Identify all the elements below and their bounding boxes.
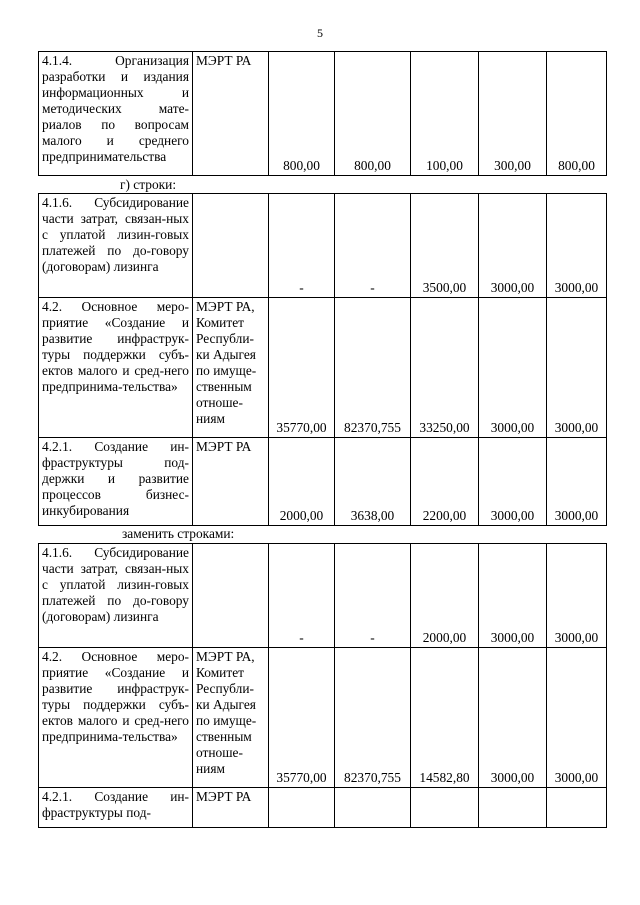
row-value: [269, 788, 335, 828]
row-value: 2200,00: [411, 438, 479, 526]
row-value: 82370,755: [335, 298, 411, 438]
row-value: [335, 788, 411, 828]
row-value: 800,00: [335, 52, 411, 176]
row-value: -: [269, 194, 335, 298]
row-responsible: МЭРТ РА: [193, 438, 269, 526]
row-value: 3000,00: [479, 438, 547, 526]
row-responsible: [193, 544, 269, 648]
row-value: 3000,00: [547, 438, 607, 526]
row-description: 4.2.1. Создание ин-фраструктуры под-: [39, 788, 193, 828]
row-value: 3000,00: [479, 194, 547, 298]
row-value: -: [335, 544, 411, 648]
row-value: 3000,00: [547, 194, 607, 298]
row-value: 33250,00: [411, 298, 479, 438]
page-number: 5: [317, 26, 323, 40]
table-row: [39, 438, 607, 526]
table-block-3: [38, 543, 607, 828]
row-value: 3000,00: [547, 648, 607, 788]
row-value: 14582,80: [411, 648, 479, 788]
row-value: 2000,00: [269, 438, 335, 526]
row-value: [479, 788, 547, 828]
row-responsible: МЭРТ РА, Комитет Республи-ки Адыгея по имуще-ственным отноше-ниям: [193, 648, 269, 788]
row-value: 3500,00: [411, 194, 479, 298]
row-value: 800,00: [269, 52, 335, 176]
row-responsible: МЭРТ РА, Комитет Республи-ки Адыгея по имуще-ственным отноше-ниям: [193, 298, 269, 438]
row-value: -: [335, 194, 411, 298]
row-value: [411, 788, 479, 828]
row-value: 3000,00: [547, 544, 607, 648]
row-value: 35770,00: [269, 298, 335, 438]
row-value: 100,00: [411, 52, 479, 176]
row-value: 3638,00: [335, 438, 411, 526]
row-value: 2000,00: [411, 544, 479, 648]
table-block-2: [38, 193, 607, 526]
table-row: [39, 298, 607, 438]
row-value: 300,00: [479, 52, 547, 176]
row-value: 35770,00: [269, 648, 335, 788]
table-row: [39, 194, 607, 298]
table-row: [39, 648, 607, 788]
section-separator-2: заменить строками:: [122, 526, 235, 541]
row-description: 4.2. Основное меро-приятие «Создание и развитие инфраструк-туры поддержки субъ-ектов малого и сред-него предпринима-тельства»: [39, 298, 193, 438]
row-description: 4.1.4. Организация разработки и издания информационных и методических мате-риалов по вопросам малого и среднего предпринимательства: [39, 52, 193, 176]
table-row: [39, 52, 607, 176]
row-description: 4.1.6. Субсидирование части затрат, связан-ных с уплатой лизин-говых платежей по до-говору (договорам) лизинга: [39, 544, 193, 648]
row-value: 800,00: [547, 52, 607, 176]
row-description: 4.2. Основное меро-приятие «Создание и развитие инфраструк-туры поддержки субъ-ектов малого и сред-него предпринима-тельства»: [39, 648, 193, 788]
table-block-1: [38, 51, 607, 176]
section-separator-1: г) строки:: [120, 177, 177, 192]
row-value: 82370,755: [335, 648, 411, 788]
row-value: [547, 788, 607, 828]
row-responsible: МЭРТ РА: [193, 788, 269, 828]
row-description: 4.1.6. Субсидирование части затрат, связан-ных с уплатой лизин-говых платежей по до-говору (договорам) лизинга: [39, 194, 193, 298]
row-value: 3000,00: [479, 648, 547, 788]
table-row: [39, 544, 607, 648]
table-row: [39, 788, 607, 828]
row-description: 4.2.1. Создание ин-фраструктуры под-держки и развитие процессов бизнес-инкубирования: [39, 438, 193, 526]
row-responsible: МЭРТ РА: [193, 52, 269, 176]
row-responsible: [193, 194, 269, 298]
row-value: 3000,00: [479, 298, 547, 438]
row-value: 3000,00: [479, 544, 547, 648]
row-value: -: [269, 544, 335, 648]
row-value: 3000,00: [547, 298, 607, 438]
